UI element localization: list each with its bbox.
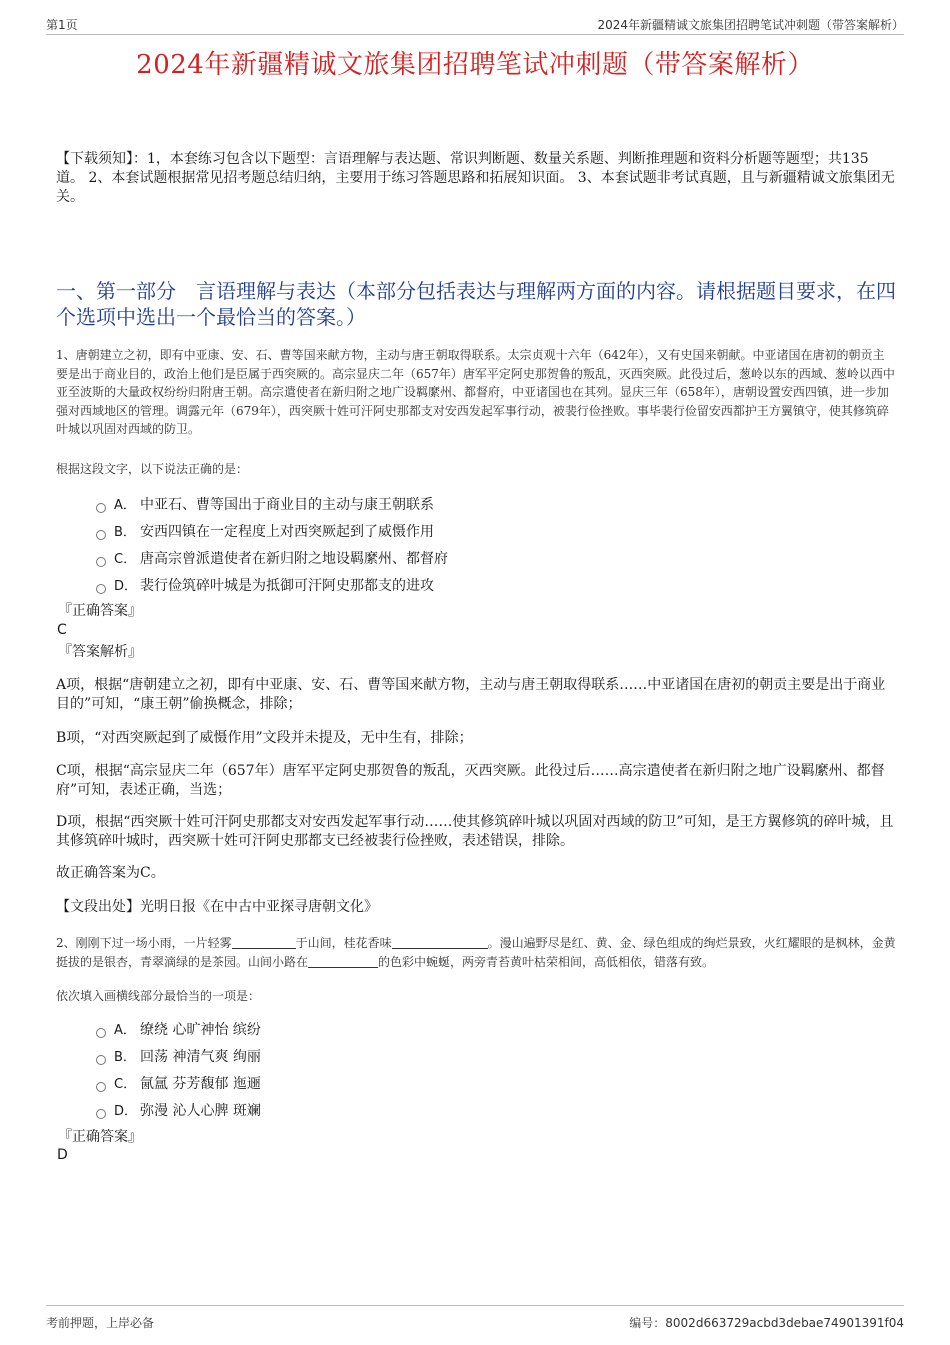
download-notice: 【下载须知】：1，本套练习包含以下题型：言语理解与表达题、常识判断题、数量关系题、判断推理题和资料分析题等题型；共135道。 2、本套试题根据常见招考题总结归纳，主要用于练习答题思路和拓展知识面。 3、本套试题非考试真题，且与新疆精诚文旅集团无关。: [56, 151, 895, 205]
q1-analysis-b: B项，“对西突厥起到了威慑作用”文段并未提及，无中生有，排除；: [56, 730, 473, 746]
q1-source: 【文段出处】光明日报《在中古中亚探寻唐朝文化》: [56, 899, 378, 915]
q1-answer: C: [57, 622, 67, 638]
q1-analysis-a: A项，根据“唐朝建立之初，即有中亚康、安、石、曹等国来献方物，主动与唐王朝取得联系……中亚诸国在唐初的朝贡主要是出于商业目的”可知，“康王朝”偷换概念，排除；: [56, 677, 886, 712]
footer-doc-id: 编号：8002d663729acbd3debae74901391f04: [629, 1316, 904, 1330]
q2-option-a[interactable]: A． 缭绕 心旷神怡 缤纷: [96, 1017, 896, 1044]
page-title: 2024年新疆精诚文旅集团招聘笔试冲刺题（带答案解析）: [136, 50, 814, 80]
footer-slogan: 考前押题，上岸必备: [46, 1316, 155, 1330]
q1-analysis-c: C项，根据“高宗显庆二年（657年）唐军平定阿史那贺鲁的叛乱，灭西突厥。此役过后……高宗遣使者在新归附之地广设羁縻州、都督府”可知，表述正确，当选；: [56, 763, 885, 798]
q2-passage: 2、刚刚下过一场小雨，一片轻雾 于山间，桂花香味 。漫山遍野尽是红、黄、金、绿色组成的绚烂景致，火红耀眼的是枫林，金黄挺拔的是银杏，青翠滴绿的是茶园。山间小路在 的色彩中蜿蜒，两旁青苔黄叶枯荣相间，高低相依，错落有致。: [56, 936, 896, 969]
q1-option-a[interactable]: A． 中亚石、曹等国出于商业目的主动与康王朝联系: [96, 492, 896, 519]
q1-options: [96, 492, 896, 600]
radio-icon[interactable]: [96, 557, 106, 567]
q1-option-d[interactable]: D． 裴行俭筑碎叶城是为抵御可汗阿史那都支的进攻: [96, 573, 896, 600]
q1-option-c[interactable]: C． 唐高宗曾派遣使者在新归附之地设羁縻州、都督府: [96, 546, 896, 573]
radio-icon[interactable]: [96, 530, 106, 540]
q1-analysis-label: 『答案解析』: [58, 644, 142, 660]
page-header: [46, 14, 904, 35]
q1-option-b[interactable]: B． 安西四镇在一定程度上对西突厥起到了威慑作用: [96, 519, 896, 546]
radio-icon[interactable]: [96, 1028, 106, 1038]
q2-answer-label: 『正确答案』: [58, 1129, 142, 1145]
page-footer: [46, 1305, 904, 1330]
q2-option-c[interactable]: C． 氤氲 芬芳馥郁 迤逦: [96, 1071, 896, 1098]
q1-answer-label: 『正确答案』: [58, 603, 142, 619]
page-number: 第1页: [46, 18, 78, 32]
q2-option-d[interactable]: D． 弥漫 沁人心脾 斑斓: [96, 1098, 896, 1125]
section-heading: 一、第一部分 言语理解与表达（本部分包括表达与理解两方面的内容。请根据题目要求，在四个选项中选出一个最恰当的答案。）: [56, 279, 896, 329]
q2-option-b[interactable]: B． 回荡 神清气爽 绚丽: [96, 1044, 896, 1071]
q1-passage: 1、唐朝建立之初，即有中亚康、安、石、曹等国来献方物，主动与唐王朝取得联系。太宗贞观十六年（642年），又有史国来朝献。中亚诸国在唐初的朝贡主要是出于商业目的，政治上他们是臣属于西突厥的。高宗显庆二年（657年）唐军平定阿史那贺鲁的叛乱，灭西突厥。此役过后，葱岭以东的西域、葱岭以西中亚至波斯的大量政权纷纷归附唐王朝。高宗遣使者在新归附之地广设羁縻州、都督府，中亚诸国也在其列。显庆三年（658年），唐朝设置安西四镇，进一步加强对西域地区的管理。调露元年（679年），西突厥十姓可汗阿史那都支对安西发起军事行动，被裴行俭挫败。事毕裴行俭留安西都护王方翼镇守，使其修筑碎叶城以巩固对西域的防卫。: [56, 348, 895, 436]
radio-icon[interactable]: [96, 503, 106, 513]
radio-icon[interactable]: [96, 584, 106, 594]
q2-prompt: 依次填入画横线部分最恰当的一项是：: [56, 989, 261, 1003]
blank-3: [308, 954, 378, 968]
q2-answer: D: [57, 1147, 68, 1163]
blank-2: [392, 935, 488, 949]
q1-prompt: 根据这段文字，以下说法正确的是：: [56, 462, 249, 476]
q1-analysis-d: D项，根据“西突厥十姓可汗阿史那都支对安西发起军事行动……使其修筑碎叶城以巩固对西域的防卫”可知，是王方翼修筑的碎叶城，且其修筑碎叶城时，西突厥十姓可汗阿史那都支已经被裴行俭挫败，表述错误，排除。: [56, 814, 894, 849]
blank-1: [232, 935, 296, 949]
radio-icon[interactable]: [96, 1055, 106, 1065]
q1-conclusion: 故正确答案为C。: [56, 865, 165, 881]
q2-options: [96, 1017, 896, 1125]
header-doc-title: 2024年新疆精诚文旅集团招聘笔试冲刺题（带答案解析）: [597, 18, 904, 32]
radio-icon[interactable]: [96, 1082, 106, 1092]
radio-icon[interactable]: [96, 1109, 106, 1119]
